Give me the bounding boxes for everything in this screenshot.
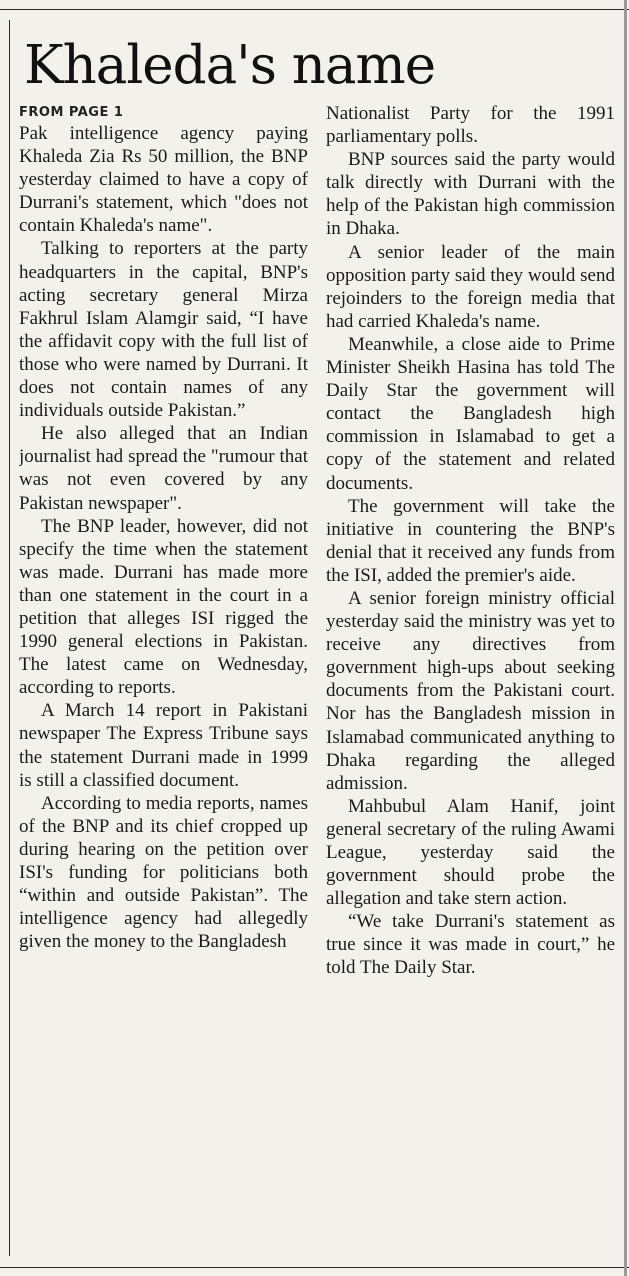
paragraph: “We take Durrani's statement as true since it was made in court,” he told The Daily Star. [326, 911, 615, 979]
paragraph: The government will take the initiative in countering the BNP's denial that it received any funds from the ISI, added the premier's aide. [326, 495, 615, 586]
paragraph: Meanwhile, a close aide to Prime Minister Sheikh Hasina has told The Daily Star the government will contact the Bangladesh high commission in Islamabad to get a copy of the statement and related documents. [326, 333, 615, 494]
paragraph: A senior leader of the main opposition party said they would send rejoinders to the foreign media that had carried Khaleda's name. [326, 241, 615, 332]
paragraph: Talking to reporters at the party headquarters in the capital, BNP's acting secretary general Mirza Fakhrul Islam Alamgir said, “I have the affidavit copy with the full list of those who were named by Durrani. It does not contain names of any individuals outside Pakistan.” [19, 238, 308, 422]
paragraph: A senior foreign ministry official yesterday said the ministry was yet to receive any directives from government high-ups about seeking documents from the Pakistani court. Nor has the Bangladesh mission in Islamabad communicated anything to Dhaka regarding the alleged admission. [326, 587, 615, 794]
paragraph: BNP sources said the party would talk directly with Durrani with the help of the Pakistan high commission in Dhaka. [326, 149, 615, 240]
bottom-rule [0, 1267, 629, 1268]
paragraph: Mahbubul Alam Hanif, joint general secretary of the ruling Awami League, yesterday said the government should probe the allegation and take stern action. [326, 795, 615, 910]
headline: Khaleda's name [24, 35, 436, 96]
paragraph: According to media reports, names of the BNP and its chief cropped up during hearing on the petition over ISI's funding for politicians both “within and outside Pakistan”. The intelligence agency had allegedly given the money to the Bangladesh [19, 792, 308, 953]
top-rule [0, 9, 629, 10]
right-edge-rule [624, 0, 627, 1276]
paragraph: He also alleged that an Indian journalist had spread the "rumour that was not even covered by any Pakistan newspaper". [19, 423, 308, 514]
paragraph: A March 14 report in Pakistani newspaper The Express Tribune says the statement Durrani made in 1999 is still a classified document. [19, 700, 308, 791]
left-column-rule [9, 20, 10, 1256]
paragraph: Nationalist Party for the 1991 parliamentary polls. [326, 103, 615, 148]
kicker: FROM PAGE 1 [19, 105, 124, 120]
column-1 [19, 102, 308, 1252]
column-2 [326, 102, 615, 1252]
article-body [19, 102, 615, 1252]
paragraph: Pak intelligence agency paying Khaleda Zia Rs 50 million, the BNP yesterday claimed to have a copy of Durrani's statement, which "does not contain Khaleda's name". [19, 123, 308, 237]
paragraph: The BNP leader, however, did not specify the time when the statement was made. Durrani has made more than one statement in the court in a petition that alleges ISI rigged the 1990 general elections in Pakistan. The latest came on Wednesday, according to reports. [19, 515, 308, 699]
